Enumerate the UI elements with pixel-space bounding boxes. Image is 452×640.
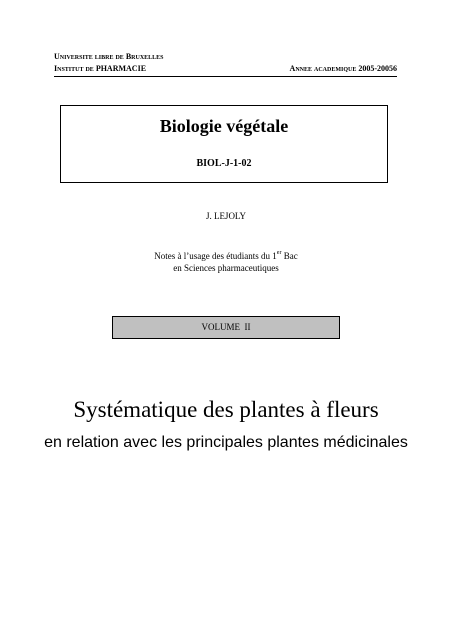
author: J. LEJOLY: [205, 211, 247, 221]
course-title: Biologie végétale: [159, 116, 289, 136]
institute-name: Institut de PHARMACIE: [54, 64, 147, 73]
course-box: [60, 105, 388, 183]
volume-label: VOLUME II: [112, 316, 340, 339]
subtitle: en relation avec les principales plantes médicinales: [44, 434, 408, 451]
main-title: Systématique des plantes à fleurs: [73, 397, 379, 422]
notes-line-2: en Sciences pharmaceutiques: [173, 263, 279, 273]
course-code: BIOL-J-1-02: [196, 158, 252, 169]
academic-year: Annee academique 2005-20056: [289, 64, 397, 73]
notes-line-1: Notes à l’usage des étudiants du 1er Bac: [154, 250, 298, 261]
university-name: Universite libre de Bruxelles: [54, 52, 164, 61]
header-divider: [54, 76, 397, 77]
